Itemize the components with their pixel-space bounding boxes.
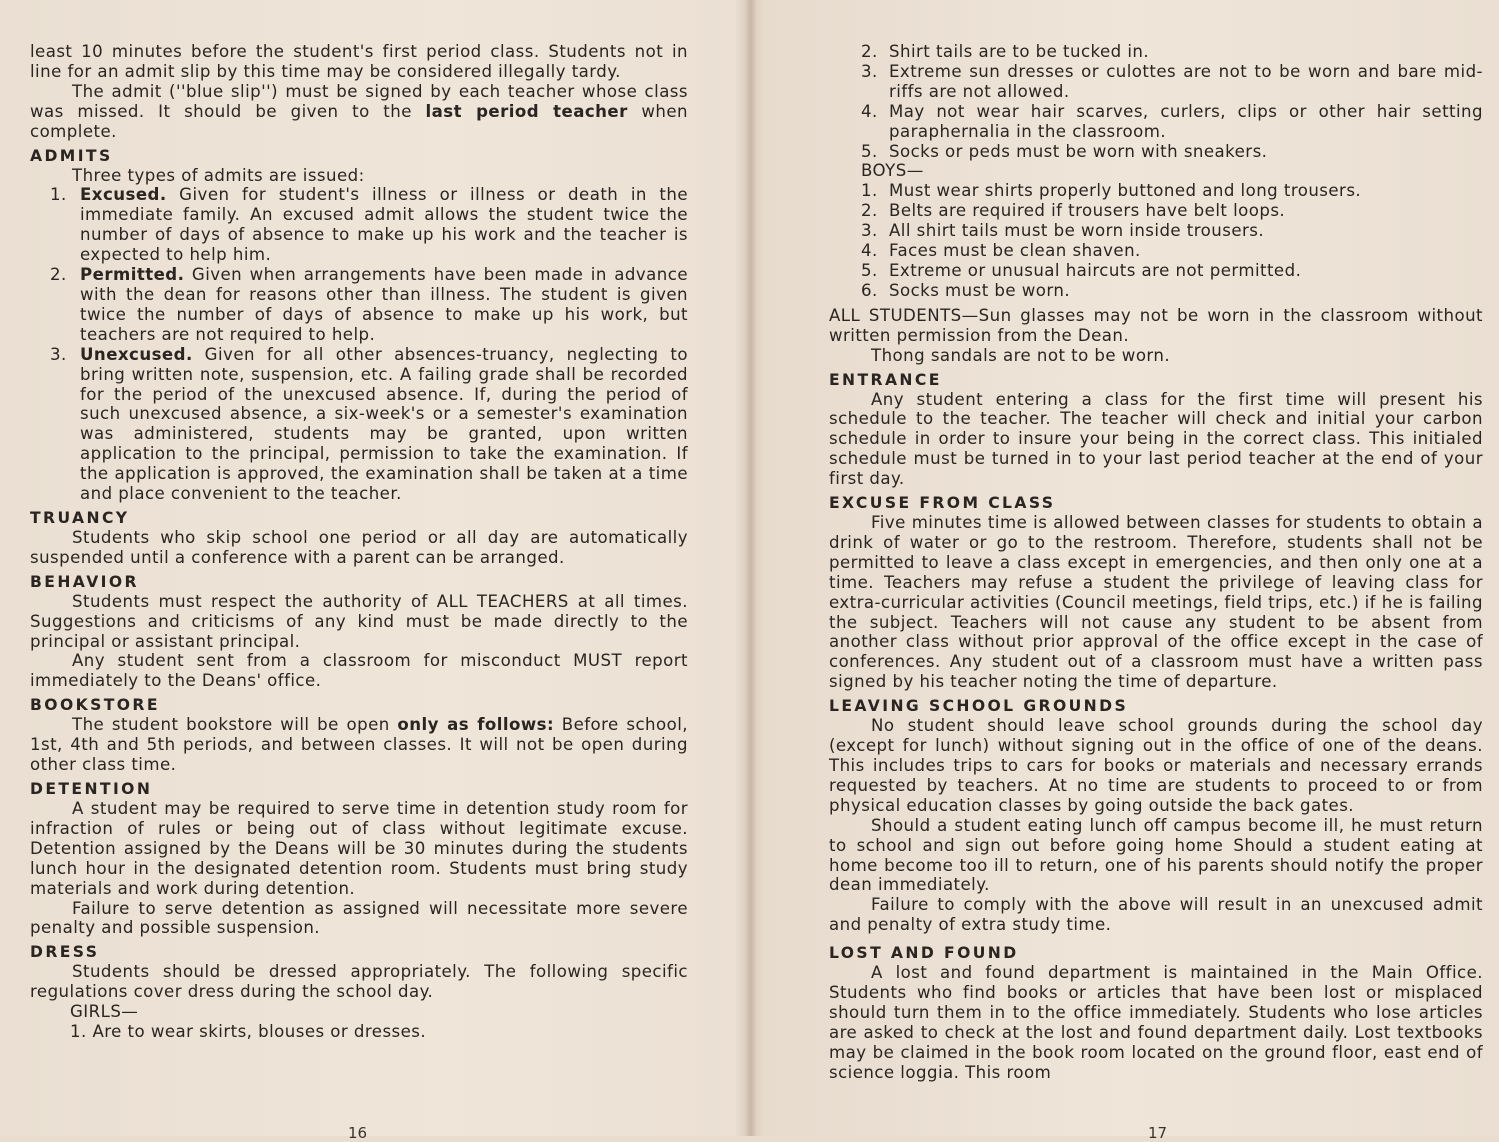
- list-item: 2. Shirt tails are to be tucked in.: [861, 42, 1150, 61]
- page-gutter: [745, 0, 757, 1136]
- thong-sandals-paragraph: Thong sandals are not to be worn.: [871, 345, 1171, 365]
- list-item: 3. Unexcused. Given for all other absences-truancy, neglecting to bring written note, suspension, etc. A failing grade shall be recorded for the period of the unexcused absence. If, during the period of such unexcused absence, a six-week's or a semester's examination was administered, students may be granted, upon written application to the principal, permission to take the examination. If the application is approved, the examination shall be taken at a time and place convenient to the teacher.: [50, 344, 688, 504]
- all-students-paragraph: ALL STUDENTS—Sun glasses may not be worn in the classroom without written permission from the Dean.: [829, 305, 1483, 345]
- behavior-paragraph-1: Students must respect the authority of ALL TEACHERS at all times. Suggestions and criticisms of any kind must be made directly to the principal or assistant principal.: [30, 591, 688, 651]
- bookstore-paragraph: The student bookstore will be open only as follows: Before school, 1st, 4th and 5th periods, and between classes. It will not be open during other class time.: [30, 715, 688, 775]
- admits-intro: Three types of admits are issued:: [72, 165, 365, 185]
- truancy-paragraph: Students who skip school one period or all day are automatically suspended until a conference with a parent can be arranged.: [30, 527, 688, 567]
- leaving-paragraph-3: Failure to comply with the above will result in an unexcused admit and penalty of extra study time.: [829, 895, 1483, 935]
- lost-and-found-paragraph: A lost and found department is maintained in the Main Office. Students who find books or articles that have been lost or misplaced should turn them in to the office immediately. Students who lose articles are asked to check at the lost and found department daily. Lost textbooks may be claimed in the book room located on the ground floor, east end of science loggia. This room: [829, 963, 1483, 1082]
- list-item: 3. Extreme sun dresses or culottes are not to be worn and bare mid-riffs are not allowed.: [861, 61, 1483, 101]
- heading-bookstore: BOOKSTORE: [30, 696, 160, 715]
- leaving-paragraph-1: No student should leave school grounds during the school day (except for lunch) without signing out in the office of one of the deans. This includes trips to cars for books or materials and necessary errands requested by teachers. At no time are students to proceed to or from physical education classes by going outside the back gates.: [829, 716, 1483, 815]
- detention-paragraph-2: Failure to serve detention as assigned will necessitate more severe penalty and possible suspension.: [30, 898, 688, 938]
- heading-dress: DRESS: [30, 943, 100, 962]
- list-item: 2. Belts are required if trousers have belt loops.: [861, 201, 1286, 221]
- boys-label: BOYS—: [861, 161, 924, 181]
- leaving-paragraph-2: Should a student eating lunch off campus become ill, he must return to school and sign out before going home Should a student eating at home become too ill to return, one of his parents should notify the proper dean immediately.: [829, 815, 1483, 895]
- right-page: [829, 42, 1483, 1083]
- list-item: 5. Socks or peds must be worn with sneakers.: [861, 141, 1268, 161]
- admit-slip-paragraph: The admit (''blue slip'') must be signed by each teacher whose class was missed. It should be given to the last period teacher when complete.: [30, 81, 688, 141]
- list-item: 2. Permitted. Given when arrangements have been made in advance with the dean for reasons other than illness. The student is given twice the number of days of absence to make up his work, but teachers are not required to help.: [50, 265, 688, 344]
- list-item: 1. Must wear shirts properly buttoned and long trousers.: [861, 181, 1362, 201]
- list-item: 5. Extreme or unusual haircuts are not permitted.: [861, 260, 1302, 280]
- girls-label: GIRLS—: [70, 1002, 139, 1022]
- heading-behavior: BEHAVIOR: [30, 572, 139, 591]
- boys-list: [829, 181, 1483, 300]
- heading-truancy: TRUANCY: [30, 508, 130, 527]
- page-number-right: 17: [1148, 1124, 1168, 1142]
- list-item: 4. May not wear hair scarves, curlers, clips or other hair setting paraphernalia in the classroom.: [861, 101, 1483, 141]
- heading-entrance: ENTRANCE: [829, 370, 942, 389]
- admits-list: [30, 185, 688, 504]
- left-page: [30, 42, 688, 1042]
- list-item: 6. Socks must be worn.: [861, 280, 1071, 300]
- heading-admits: ADMITS: [30, 146, 113, 165]
- heading-detention: DETENTION: [30, 780, 153, 798]
- heading-leaving-school-grounds: LEAVING SCHOOL GROUNDS: [829, 697, 1129, 716]
- list-item: 1. Excused. Given for student's illness or illness or death in the immediate family. An excused admit allows the student twice the number of days of absence to make up his work and the teacher is expected to help him.: [50, 185, 688, 265]
- list-item: 4. Faces must be clean shaven.: [861, 241, 1141, 261]
- girls-item-1: 1. Are to wear skirts, blouses or dresses.: [70, 1022, 427, 1042]
- excuse-paragraph: Five minutes time is allowed between classes for students to obtain a drink of water or go to the restroom. Therefore, students shall not be permitted to leave a class except in emergencies, and then only one at a time. Teachers may refuse a student the privilege of leaving class for extra-curricular activities (Council meetings, field trips, etc.) if he is failing the subject. Teachers will not cause any student to be absent from another class without prior approval of the office except in the case of conferences. Any student out of a classroom must have a written pass signed by his teacher noting the time of departure.: [829, 513, 1483, 692]
- intro-paragraph: least 10 minutes before the student's first period class. Students not in line for an admit slip by this time may be considered illegally tardy.: [30, 42, 688, 81]
- behavior-paragraph-2: Any student sent from a classroom for misconduct MUST report immediately to the Deans' office.: [30, 651, 688, 691]
- girls-list-continued: [829, 42, 1483, 161]
- heading-excuse-from-class: EXCUSE FROM CLASS: [829, 494, 1056, 513]
- dress-paragraph: Students should be dressed appropriately. The following specific regulations cover dress during the school day.: [30, 962, 688, 1002]
- entrance-paragraph: Any student entering a class for the first time will present his schedule to the teacher. The teacher will check and initial your carbon schedule in order to insure your being in the correct class. This initialed schedule must be turned in to your last period teacher at the end of your first day.: [829, 389, 1483, 489]
- heading-lost-and-found: LOST AND FOUND: [829, 944, 1019, 963]
- page-number-left: 16: [348, 1124, 368, 1142]
- detention-paragraph-1: A student may be required to serve time in detention study room for infraction of rules or being out of class without legitimate excuse. Detention assigned by the Deans will be 30 minutes during the students lunch hour in the designated detention room. Students must bring study materials and work during detention.: [30, 799, 688, 898]
- list-item: 3. All shirt tails must be worn inside trousers.: [861, 221, 1265, 241]
